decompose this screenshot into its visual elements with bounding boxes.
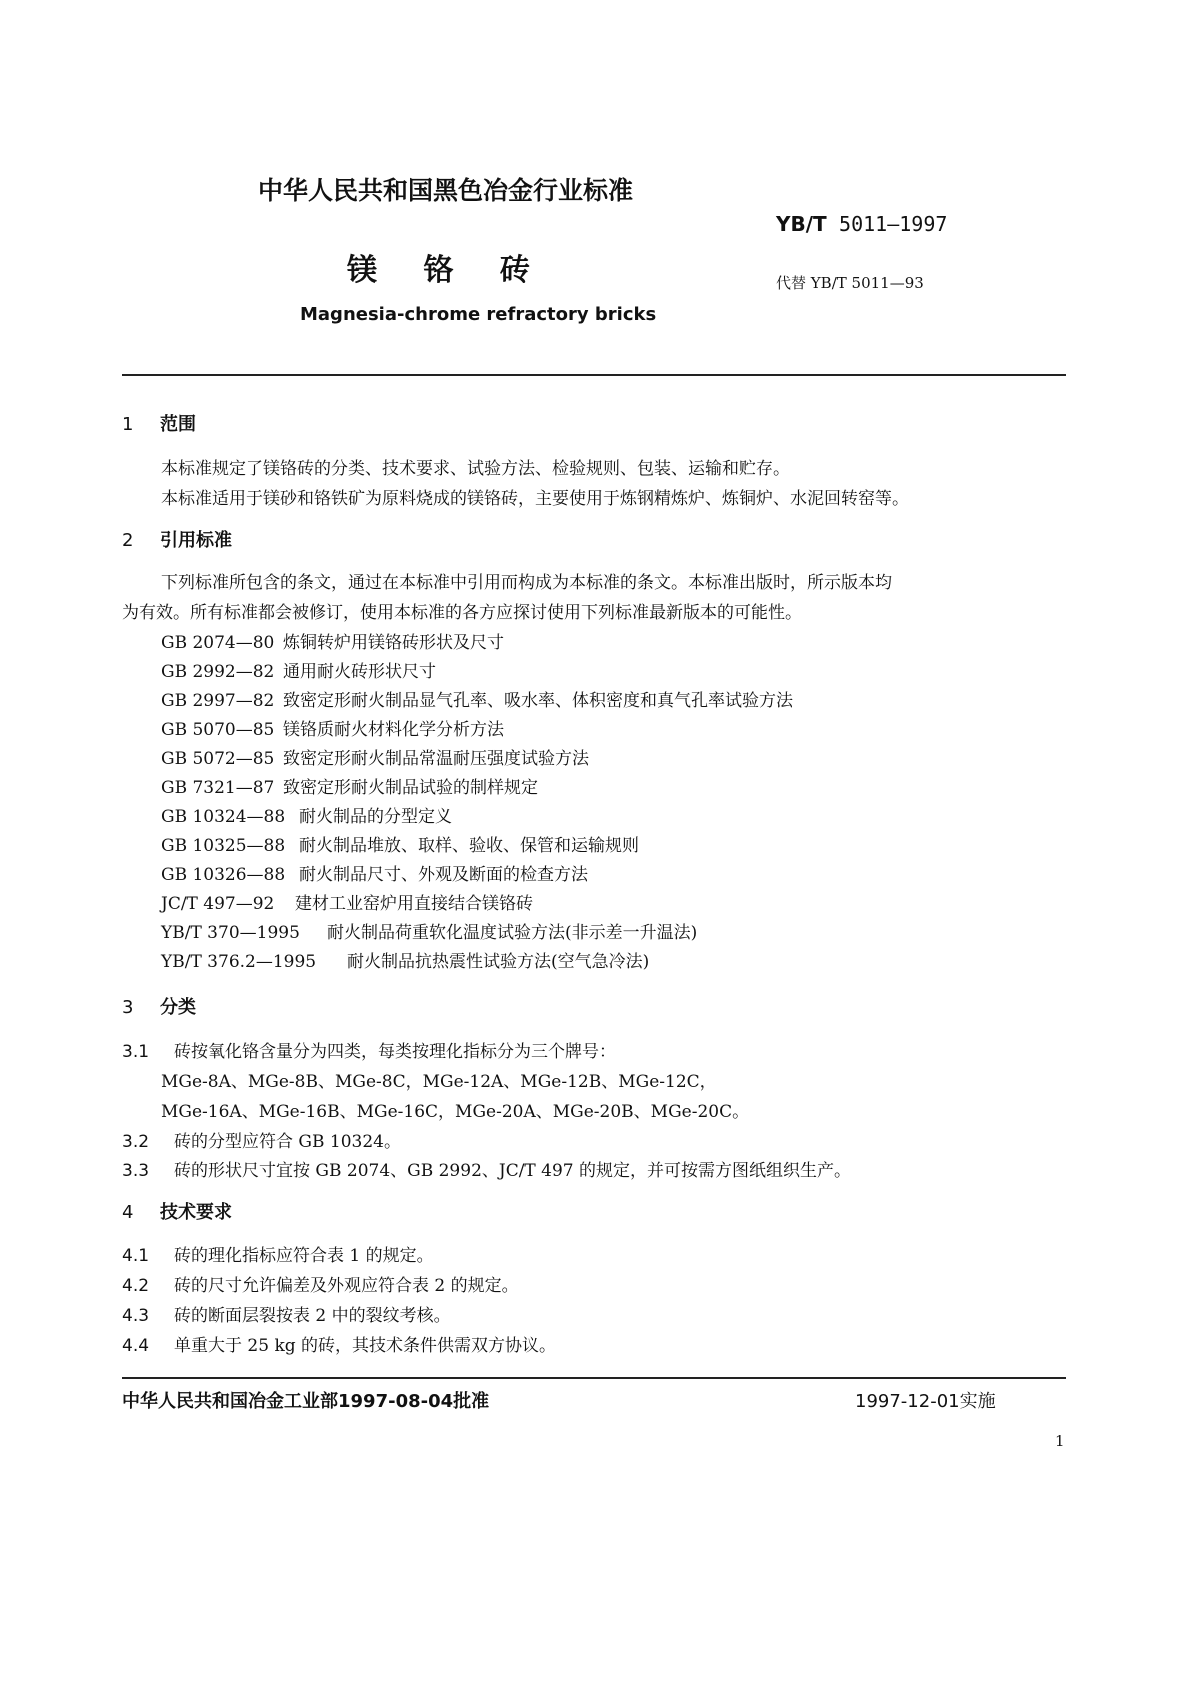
reference-code: GB 7321—87 bbox=[161, 778, 275, 798]
reference-title: 致密定形耐火制品试验的制样规定 bbox=[283, 778, 538, 798]
clause-4-2 bbox=[122, 1271, 519, 1296]
document-title-en: Magnesia-chrome refractory bricks bbox=[300, 304, 657, 325]
clause-text: 单重大于 25 kg 的砖，其技术条件供需双方协议。 bbox=[174, 1336, 557, 1356]
references-intro: 下列标准所包含的条文，通过在本标准中引用而构成为本标准的条文。本标准出版时，所示版本均 bbox=[161, 573, 892, 593]
reference-title: 建材工业窑炉用直接结合镁铬砖 bbox=[295, 894, 533, 914]
reference-item bbox=[161, 831, 639, 856]
reference-title: 耐火制品堆放、取样、验收、保管和运输规则 bbox=[299, 836, 639, 856]
header-rule bbox=[122, 374, 1066, 376]
clause-number: 4.1 bbox=[122, 1246, 150, 1266]
clause-number: 4.3 bbox=[122, 1306, 150, 1326]
org-title: 中华人民共和国黑色冶金行业标准 bbox=[258, 176, 634, 205]
grade-list: MGe-8A、MGe-8B、MGe-8C，MGe-12A、MGe-12B、MGe-12C， bbox=[161, 1072, 717, 1092]
replaces-note: 代替 YB/T 5011—93 bbox=[776, 274, 924, 292]
reference-code: GB 10325—88 bbox=[161, 836, 286, 856]
reference-item bbox=[161, 657, 436, 682]
reference-code: GB 5072—85 bbox=[161, 749, 275, 769]
reference-item bbox=[161, 744, 589, 769]
reference-title: 耐火制品荷重软化温度试验方法(非示差一升温法) bbox=[327, 923, 698, 943]
approval-line: 中华人民共和国冶金工业部1997-08-04批准 bbox=[122, 1391, 490, 1412]
section-number: 1 bbox=[122, 414, 134, 435]
clause-3-3 bbox=[122, 1156, 851, 1181]
page-number: 1 bbox=[1055, 1432, 1065, 1450]
reference-item bbox=[161, 715, 504, 740]
reference-code: YB/T 370—1995 bbox=[161, 923, 300, 943]
reference-title: 通用耐火砖形状尺寸 bbox=[283, 662, 436, 682]
references-intro: 为有效。所有标准都会被修订，使用本标准的各方应探讨使用下列标准最新版本的可能性。 bbox=[122, 603, 802, 623]
clause-number: 3.1 bbox=[122, 1042, 150, 1062]
reference-title: 致密定形耐火制品显气孔率、吸水率、体积密度和真气孔率试验方法 bbox=[283, 691, 793, 711]
clause-text: 砖的分型应符合 GB 10324。 bbox=[174, 1132, 401, 1152]
section-title: 引用标准 bbox=[160, 530, 232, 551]
clause-text: 砖的理化指标应符合表 1 的规定。 bbox=[174, 1246, 434, 1266]
reference-item bbox=[161, 628, 504, 653]
reference-code: JC/T 497—92 bbox=[161, 894, 275, 914]
reference-code: GB 2074—80 bbox=[161, 633, 275, 653]
clause-number: 3.3 bbox=[122, 1161, 150, 1181]
reference-code: GB 2992—82 bbox=[161, 662, 275, 682]
section-4-heading bbox=[122, 1198, 232, 1224]
section-number: 4 bbox=[122, 1202, 134, 1223]
section-title: 分类 bbox=[160, 997, 196, 1018]
reference-item bbox=[161, 802, 452, 827]
clause-number: 3.2 bbox=[122, 1132, 150, 1152]
section-title: 范围 bbox=[160, 414, 196, 435]
reference-item bbox=[161, 686, 793, 711]
reference-title: 炼铜转炉用镁铬砖形状及尺寸 bbox=[283, 633, 504, 653]
reference-title: 镁铬质耐火材料化学分析方法 bbox=[283, 720, 504, 740]
clause-3-1 bbox=[122, 1037, 616, 1062]
reference-code: GB 10326—88 bbox=[161, 865, 286, 885]
footer-rule bbox=[122, 1377, 1066, 1379]
reference-item bbox=[161, 773, 538, 798]
reference-title: 耐火制品尺寸、外观及断面的检查方法 bbox=[299, 865, 588, 885]
reference-item bbox=[161, 918, 697, 943]
reference-code: GB 2997—82 bbox=[161, 691, 275, 711]
scope-paragraph: 本标准规定了镁铬砖的分类、技术要求、试验方法、检验规则、包装、运输和贮存。 bbox=[161, 459, 790, 479]
clause-text: 砖的形状尺寸宜按 GB 2074、GB 2992、JC/T 497 的规定，并可按需方图纸组织生产。 bbox=[174, 1161, 852, 1181]
scope-paragraph: 本标准适用于镁砂和铬铁矿为原料烧成的镁铬砖，主要使用于炼钢精炼炉、炼铜炉、水泥回转窑等。 bbox=[161, 489, 909, 509]
reference-item bbox=[161, 947, 649, 972]
clause-number: 4.4 bbox=[122, 1336, 150, 1356]
clause-number: 4.2 bbox=[122, 1276, 150, 1296]
standard-prefix: YB/T bbox=[776, 212, 827, 236]
section-number: 2 bbox=[122, 530, 134, 551]
reference-item bbox=[161, 889, 533, 914]
standard-number bbox=[776, 212, 947, 236]
clause-4-1 bbox=[122, 1241, 434, 1266]
clause-3-2 bbox=[122, 1127, 401, 1152]
section-1-heading bbox=[122, 410, 196, 436]
standard-code: 5011—1997 bbox=[839, 212, 948, 236]
section-title: 技术要求 bbox=[160, 1202, 232, 1223]
reference-title: 致密定形耐火制品常温耐压强度试验方法 bbox=[283, 749, 589, 769]
grade-list: MGe-16A、MGe-16B、MGe-16C，MGe-20A、MGe-20B、MGe-20C。 bbox=[161, 1102, 750, 1122]
clause-text: 砖的尺寸允许偏差及外观应符合表 2 的规定。 bbox=[174, 1276, 519, 1296]
reference-title: 耐火制品的分型定义 bbox=[299, 807, 452, 827]
document-title: 镁 铬 砖 bbox=[347, 253, 548, 288]
effective-date: 1997-12-01实施 bbox=[855, 1391, 996, 1412]
reference-item bbox=[161, 860, 588, 885]
reference-code: GB 10324—88 bbox=[161, 807, 286, 827]
clause-text: 砖的断面层裂按表 2 中的裂纹考核。 bbox=[174, 1306, 451, 1326]
section-number: 3 bbox=[122, 997, 134, 1018]
reference-code: YB/T 376.2—1995 bbox=[161, 952, 317, 972]
reference-title: 耐火制品抗热震性试验方法(空气急冷法) bbox=[347, 952, 650, 972]
section-3-heading bbox=[122, 993, 196, 1019]
clause-4-3 bbox=[122, 1301, 451, 1326]
clause-text: 砖按氧化铬含量分为四类，每类按理化指标分为三个牌号： bbox=[174, 1042, 616, 1062]
reference-code: GB 5070—85 bbox=[161, 720, 275, 740]
clause-4-4 bbox=[122, 1331, 556, 1356]
section-2-heading bbox=[122, 526, 232, 552]
